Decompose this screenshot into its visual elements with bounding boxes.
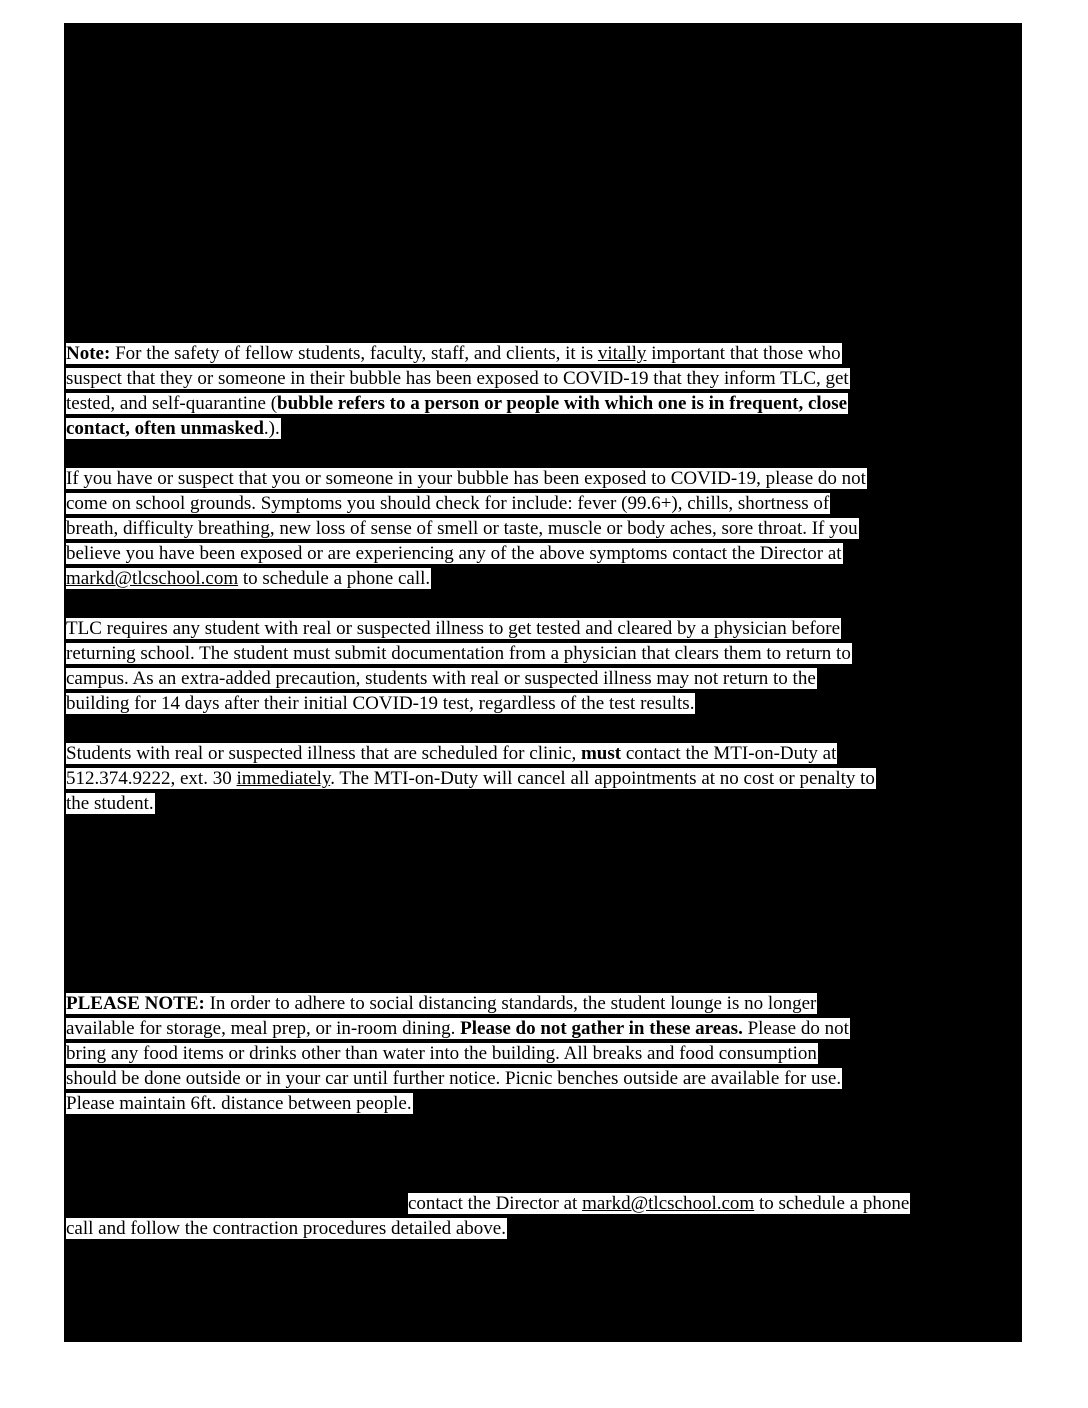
clinic-paragraph <box>66 741 876 816</box>
testing-paragraph <box>66 616 852 716</box>
symptoms-paragraph <box>66 466 867 591</box>
symptoms-line-3: breath, difficulty breathing, new loss of sense of smell or taste, muscle or body aches, sore throat. If you <box>66 518 858 539</box>
director-email-link[interactable]: markd@tlcschool.com <box>66 568 239 589</box>
note-line-4-end: .). <box>263 418 280 439</box>
note-line-1-end: important that those who <box>646 343 841 364</box>
immediately-emphasis: immediately <box>236 768 331 789</box>
contact-paragraph <box>66 1191 910 1241</box>
clinic-line-3: the student. <box>66 793 154 814</box>
note-line-2: suspect that they or someone in their bubble has been exposed to COVID-19 that they inform TLC, get <box>66 368 849 389</box>
lounge-paragraph <box>66 991 850 1116</box>
clinic-line-1-end: contact the MTI-on-Duty at <box>621 743 837 764</box>
testing-line-4: building for 14 days after their initial COVID-19 test, regardless of the test results. <box>66 693 695 714</box>
clinic-phone: 512.374.9222, ext. 30 <box>66 768 237 789</box>
bubble-definition: bubble refers to a person or people with which one is in frequent, close <box>277 393 848 414</box>
lounge-line-4: should be done outside or in your car until further notice. Picnic benches outside are available for use. <box>66 1068 842 1089</box>
note-line-3-text: tested, and self-quarantine ( <box>66 393 278 414</box>
symptoms-line-5-end: to schedule a phone call. <box>238 568 431 589</box>
testing-line-2: returning school. The student must submit documentation from a physician that clears them to return to <box>66 643 851 664</box>
symptoms-line-4: believe you have been exposed or are experiencing any of the above symptoms contact the Director at <box>66 543 842 564</box>
note-line-1-text: For the safety of fellow students, faculty, staff, and clients, it is <box>110 343 598 364</box>
testing-line-3: campus. As an extra-added precaution, students with real or suspected illness may not return to the <box>66 668 816 689</box>
note-paragraph <box>66 341 850 441</box>
testing-line-1: TLC requires any student with real or suspected illness to get tested and cleared by a physician before <box>66 618 840 639</box>
contact-line-2: call and follow the contraction procedures detailed above. <box>66 1218 506 1239</box>
contact-line-1-text: contact the Director at <box>408 1193 583 1214</box>
director-email-link-2[interactable]: markd@tlcschool.com <box>582 1193 755 1214</box>
note-label: Note: <box>66 343 111 364</box>
bubble-definition-end: contact, often unmasked <box>66 418 264 439</box>
lounge-line-3: bring any food items or drinks other than water into the building. All breaks and food consumption <box>66 1043 817 1064</box>
lounge-line-1-text: In order to adhere to social distancing standards, the student lounge is no longer <box>204 993 817 1014</box>
vitally-emphasis: vitally <box>597 343 647 364</box>
do-not-gather-emphasis: Please do not gather in these areas. <box>460 1018 743 1039</box>
symptoms-line-2: come on school grounds. Symptoms you should check for include: fever (99.6+), chills, shortness of <box>66 493 830 514</box>
clinic-line-1-text: Students with real or suspected illness that are scheduled for clinic, <box>66 743 581 764</box>
lounge-line-2-text: available for storage, meal prep, or in-room dining. <box>66 1018 461 1039</box>
must-emphasis: must <box>580 743 622 764</box>
symptoms-line-1: If you have or suspect that you or someone in your bubble has been exposed to COVID-19, please do not <box>66 468 866 489</box>
lounge-line-2-end: Please do not <box>742 1018 849 1039</box>
lounge-line-5: Please maintain 6ft. distance between people. <box>66 1093 412 1114</box>
clinic-line-2-end: . The MTI-on-Duty will cancel all appointments at no cost or penalty to <box>330 768 875 789</box>
contact-line-1-end: to schedule a phone <box>754 1193 910 1214</box>
please-note-label: PLEASE NOTE: <box>66 993 205 1014</box>
